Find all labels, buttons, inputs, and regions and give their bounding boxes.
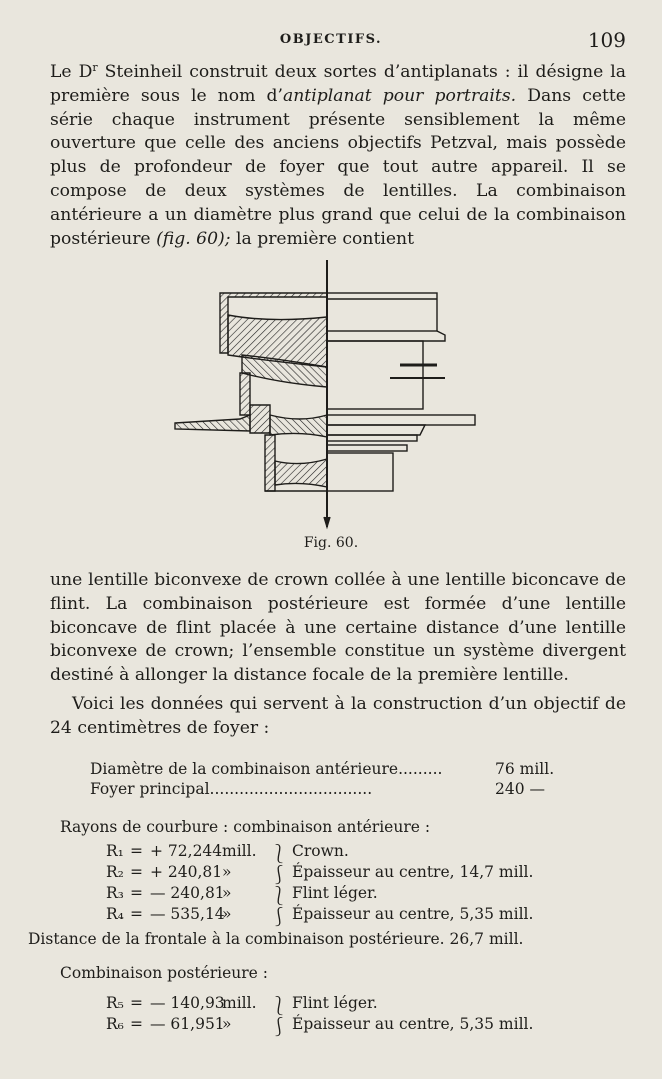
page-number: 109: [587, 28, 626, 52]
axis-arrow: [324, 517, 330, 527]
radius-equals: =: [130, 994, 143, 1012]
radius-symbol: R₂: [106, 863, 124, 881]
radius-value: + 72,244: [150, 842, 223, 860]
posterior-title: Combinaison postérieure :: [60, 964, 269, 982]
page-header: [0, 30, 662, 54]
p1-italic-b: (fig. 60);: [156, 228, 231, 249]
p1-text-c: la première contient: [230, 228, 415, 249]
radius-symbol: R₅: [106, 994, 124, 1012]
mount-flange: [327, 415, 475, 425]
radius-symbol: R₁: [106, 842, 124, 860]
p1-superscript: r: [92, 61, 98, 74]
p1-italic-a: antiplanat pour portraits.: [282, 85, 517, 106]
radius-value: — 140,93: [150, 994, 225, 1012]
radius-symbol: R₃: [106, 884, 124, 902]
anterior-title: Rayons de courbure : combinaison antérieure :: [60, 818, 431, 836]
radius-equals: =: [130, 1015, 143, 1033]
radius-unit: »: [222, 1015, 232, 1033]
radius-unit: mill.: [222, 842, 257, 860]
radius-row: [0, 842, 662, 864]
paragraph-1: [50, 61, 626, 251]
brace-glyph: ⎱: [270, 886, 288, 907]
radius-unit: »: [222, 863, 232, 881]
brace-glyph: ⎱: [270, 844, 288, 865]
radius-equals: =: [130, 863, 143, 881]
figure-caption: Fig. 60.: [303, 535, 359, 551]
p1-text-a: Steinheil construit deux sortes d’antiplanats : il désigne la première sous le nom d’: [50, 62, 626, 106]
radius-row: [0, 994, 662, 1016]
p1-text-b: Dans cette série chaque instrument présente sensiblement la même ouverture que celle des anciens objectifs Petzval, mais possède plus de profondeur de foyer que tout autre appareil. Il se compose de deux systèmes de lentilles. La combinaison antérieure a un diamètre plus grand que celui de la combinaison postérieure: [50, 85, 626, 249]
brace-glyph: ⎰: [270, 907, 288, 928]
spec-value: 240 —: [495, 780, 546, 798]
radius-unit: »: [222, 905, 232, 923]
distance-line: Distance de la frontale à la combinaison postérieure. 26,7 mill.: [28, 930, 524, 948]
spec-label: Foyer principal.................................: [90, 780, 373, 798]
paragraph-3: Voici les données qui servent à la construction d’un objectif de 24 centimètres de foyer :: [50, 694, 626, 738]
spec-row-diameter: [90, 758, 560, 780]
radius-row: [0, 884, 662, 906]
spec-label: Diamètre de la combinaison antérieure.........: [90, 760, 443, 778]
radius-equals: =: [130, 884, 143, 902]
radius-note: Flint léger.: [292, 994, 378, 1012]
radius-note: Crown.: [292, 842, 349, 860]
radius-unit: »: [222, 884, 232, 902]
radius-equals: =: [130, 842, 143, 860]
radius-row: [0, 863, 662, 885]
radius-symbol: R₄: [106, 905, 124, 923]
radius-value: — 61,951: [150, 1015, 225, 1033]
front-cell-flange: [327, 331, 445, 341]
spec-row-focal: [90, 778, 560, 800]
lens-diagram: [170, 255, 500, 535]
radius-value: — 240,81: [150, 884, 225, 902]
rear-crown-section: [275, 459, 327, 487]
running-head: OBJECTIFS.: [279, 32, 383, 47]
left-mount-flange: [175, 415, 250, 431]
radius-note: Épaisseur au centre, 5,35 mill.: [292, 1015, 534, 1033]
radius-unit: mill.: [222, 994, 257, 1012]
brace-glyph: ⎱: [270, 996, 288, 1017]
radius-note: Épaisseur au centre, 14,7 mill.: [292, 863, 534, 881]
radius-note: Flint léger.: [292, 884, 378, 902]
radius-value: — 535,14: [150, 905, 225, 923]
radius-symbol: R₆: [106, 1015, 124, 1033]
radius-note: Épaisseur au centre, 5,35 mill.: [292, 905, 534, 923]
spec-value: 76 mill.: [495, 760, 555, 778]
rear-cell-barrel: [327, 453, 393, 491]
lens-cross-section-figure: [170, 255, 500, 535]
paragraph-2: une lentille biconvexe de crown collée à une lentille biconcave de flint. La combinaison postérieure est formée d’une lentille biconcave de flint placée à une certaine distance d’une lentille biconvexe de crown; l’ensemble constitue un système divergent destiné à allonger la distance focale de la première lentille.: [50, 570, 626, 686]
radius-equals: =: [130, 905, 143, 923]
brace-glyph: ⎰: [270, 865, 288, 886]
tube-body: [327, 341, 423, 409]
radius-row: [0, 905, 662, 927]
radius-value: + 240,81: [150, 863, 223, 881]
radius-row: [0, 1015, 662, 1037]
rear-flint-section: [270, 415, 327, 437]
brace-glyph: ⎰: [270, 1017, 288, 1038]
p1-prefix: Le D: [50, 62, 93, 82]
